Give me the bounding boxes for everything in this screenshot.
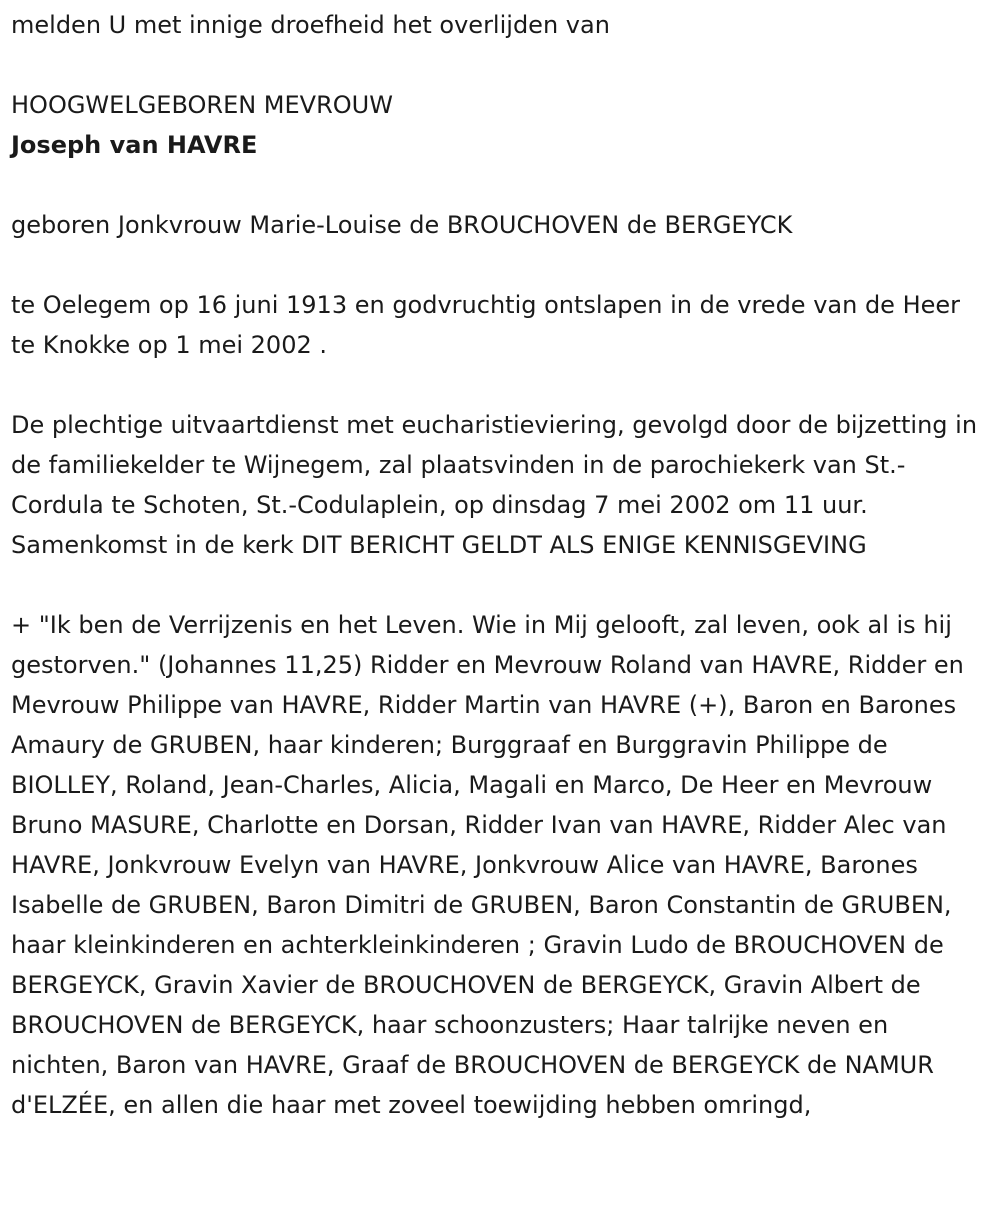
funeral-service-details: De plechtige uitvaartdienst met eucharistieviering, gevolgd door de bijzetting in de familiekelder te Wijnegem, zal plaatsvinden in de parochiekerk van St.-Cordula te Schoten, St.-Codulaplein, op dinsdag 7 mei 2002 om 11 uur. Samenkomst in de kerk DIT BERICHT GELDT ALS ENIGE KENNISGEVING: [11, 411, 978, 559]
deceased-name: Joseph van HAVRE: [11, 131, 258, 159]
honorific-title: HOOGWELGEBOREN MEVROUW: [11, 91, 393, 119]
birth-name: geboren Jonkvrouw Marie-Louise de BROUCHOVEN de BERGEYCK: [11, 211, 793, 239]
intro-line: melden U met innige droefheid het overlijden van: [11, 11, 610, 39]
obituary-document: [11, 5, 991, 1125]
birth-death-dates: te Oelegem op 16 juni 1913 en godvruchtig ontslapen in de vrede van de Heer te Knokke op 1 mei 2002 .: [11, 291, 961, 359]
family-list: + "Ik ben de Verrijzenis en het Leven. Wie in Mij gelooft, zal leven, ook al is hij gestorven." (Johannes 11,25) Ridder en Mevrouw Roland van HAVRE, Ridder en Mevrouw Philippe van HAVRE, Ridder Martin van HAVRE (+), Baron en Barones Amaury de GRUBEN, haar kinderen; Burggraaf en Burggravin Philippe de BIOLLEY, Roland, Jean-Charles, Alicia, Magali en Marco, De Heer en Mevrouw Bruno MASURE, Charlotte en Dorsan, Ridder Ivan van HAVRE, Ridder Alec van HAVRE, Jonkvrouw Evelyn van HAVRE, Jonkvrouw Alice van HAVRE, Barones Isabelle de GRUBEN, Baron Dimitri de GRUBEN, Baron Constantin de GRUBEN, haar kleinkinderen en achterkleinkinderen ; Gravin Ludo de BROUCHOVEN de BERGEYCK, Gravin Xavier de BROUCHOVEN de BERGEYCK, Gravin Albert de BROUCHOVEN de BERGEYCK, haar schoonzusters; Haar talrijke neven en nichten, Baron van HAVRE, Graaf de BROUCHOVEN de BERGEYCK de NAMUR d'ELZÉE, en allen die haar met zoveel toewijding hebben omringd,: [11, 611, 964, 1119]
